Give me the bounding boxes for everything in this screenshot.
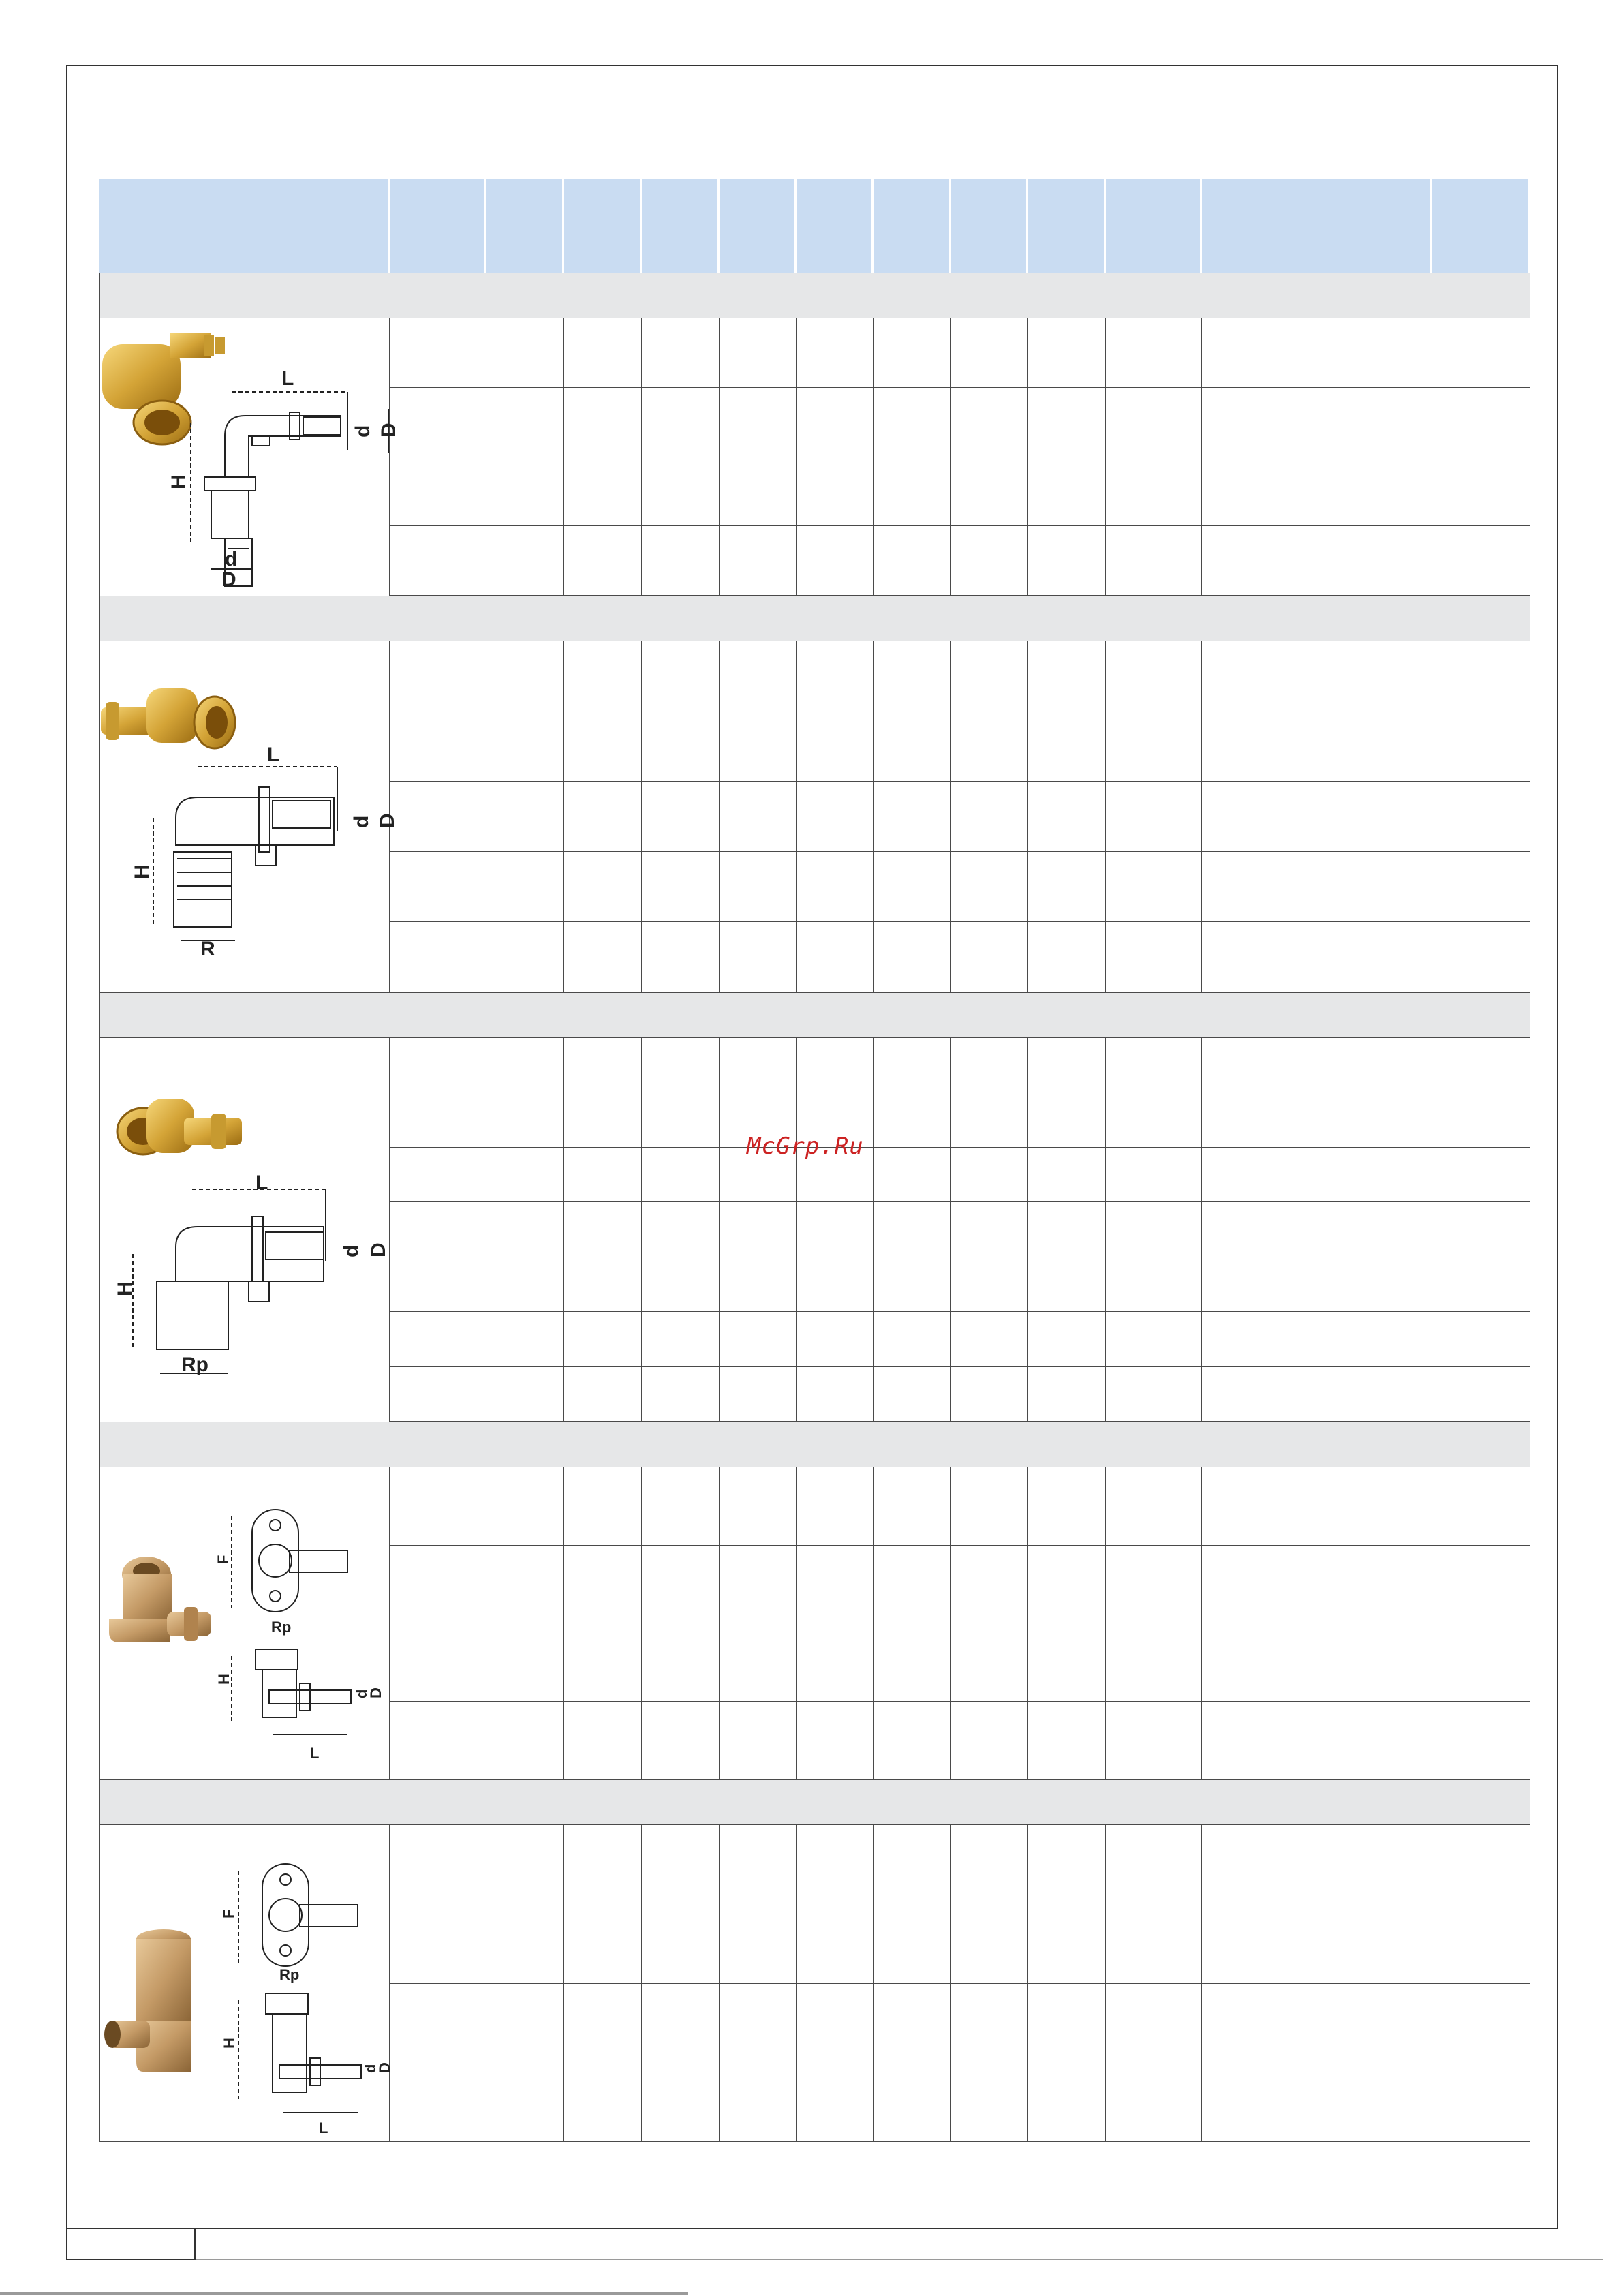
label-L: L bbox=[267, 744, 280, 766]
label-H: H bbox=[215, 1674, 232, 1685]
elbow-male-photo bbox=[101, 688, 235, 748]
label-L: L bbox=[319, 2119, 328, 2137]
elbow-male-drawing bbox=[153, 767, 337, 940]
label-Rp: Rp bbox=[271, 1619, 292, 1636]
wall-elbow-long-photo bbox=[104, 1929, 191, 2072]
wall-elbow-short-drawing bbox=[232, 1510, 351, 1734]
label-F: F bbox=[220, 1909, 237, 1918]
elbow-plain-drawing bbox=[191, 392, 388, 586]
label-Rp: Rp bbox=[279, 1966, 300, 1983]
label-d: d bbox=[340, 1244, 362, 1257]
label-D: D bbox=[377, 423, 400, 438]
watermark: McGrp.Ru bbox=[747, 1133, 864, 1160]
label-d: d bbox=[362, 2064, 379, 2073]
label-L: L bbox=[281, 367, 294, 390]
label-d-2: d bbox=[225, 548, 238, 570]
label-H: H bbox=[221, 2038, 238, 2049]
wall-elbow-long-drawing bbox=[238, 1864, 361, 2113]
label-L: L bbox=[256, 1172, 268, 1194]
label-H: H bbox=[168, 474, 190, 489]
label-H: H bbox=[131, 864, 153, 879]
label-d: d bbox=[352, 425, 374, 438]
label-d: d bbox=[353, 1689, 370, 1698]
elbow-female-drawing bbox=[133, 1189, 326, 1373]
elbow-female-photo bbox=[117, 1099, 242, 1154]
label-d: d bbox=[350, 815, 373, 828]
label-D: D bbox=[376, 813, 399, 828]
label-D-2: D bbox=[221, 568, 236, 591]
label-R: R bbox=[200, 938, 215, 960]
label-D: D bbox=[376, 2062, 393, 2073]
elbow-plain-labels bbox=[168, 367, 400, 591]
wall-elbow-short-labels bbox=[215, 1555, 384, 1762]
label-L: L bbox=[310, 1745, 320, 1762]
label-D: D bbox=[367, 1687, 384, 1698]
label-D: D bbox=[367, 1242, 390, 1257]
label-F: F bbox=[215, 1555, 232, 1564]
label-Rp: Rp bbox=[181, 1353, 208, 1376]
wall-elbow-short-photo bbox=[109, 1557, 211, 1642]
label-H: H bbox=[114, 1281, 136, 1296]
elbow-plain-photo bbox=[102, 333, 225, 444]
